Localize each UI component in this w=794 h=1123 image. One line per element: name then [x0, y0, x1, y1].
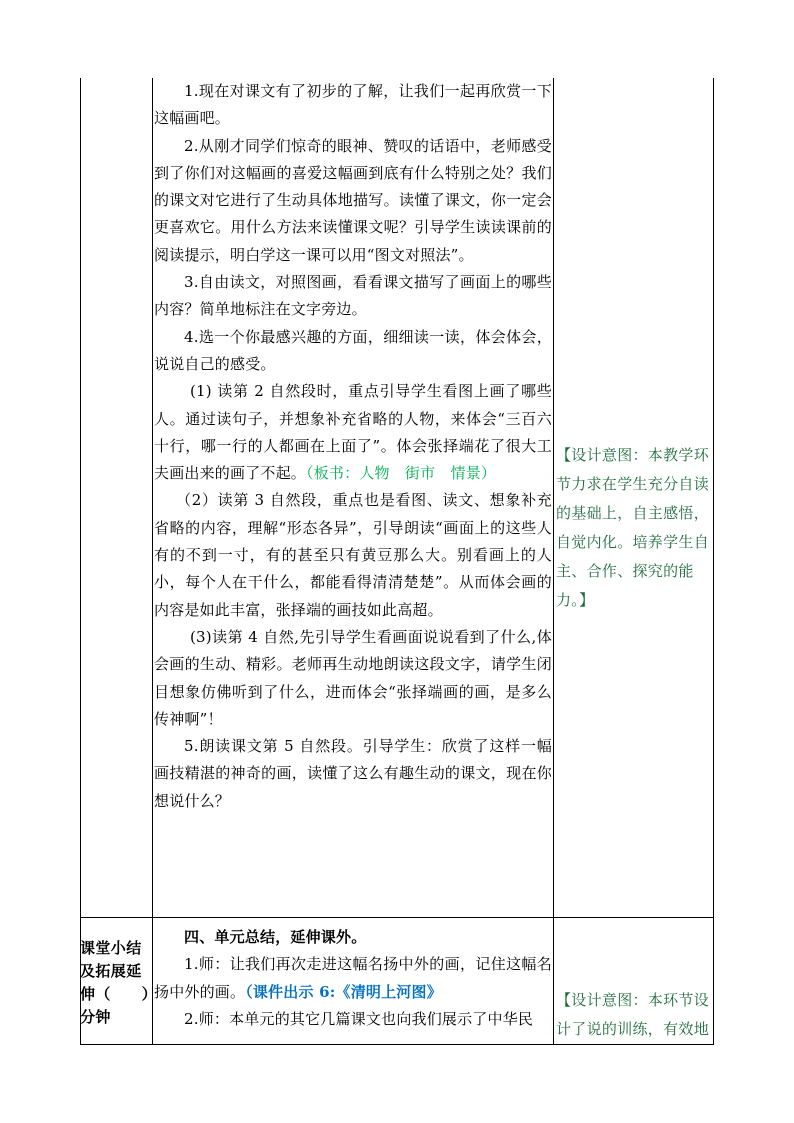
table-border-bottom [80, 1044, 714, 1045]
teaching-process-cell [154, 78, 552, 815]
paragraph-4-1: (1) 读第 2 自然段时，重点引导学生看图上画了哪些人。通过读句子，并想象补充省略的人物，来体会“三百六十行，哪一行的人都画在上面了”。体会张择端花了很大工夫画出来的画了不起。（板书：人物 街市 情景） [154, 382, 552, 483]
table-border-col2 [553, 78, 554, 1044]
design-intent-note-2: 【设计意图：本环节设计了说的训练，有效地 [556, 991, 710, 1038]
paragraph-5: 5.朗读课文第 5 自然段。引导学生：欣赏了这样一幅画技精湛的神奇的画，读懂了这么有趣生动的课文，现在你想说什么？ [154, 737, 552, 810]
paragraph-4-2: （2）读第 3 自然段，重点也是看图、读文、想象补充省略的内容，理解“形态各异”，引导朗读“画面上的这些人有的不到一寸，有的甚至只有黄豆那么大。别看画上的人小，每个人在干什么，都能看得清清楚楚”。从而体会画的内容是如此丰富，张择端的画技如此高超。 [154, 491, 552, 619]
section-4-paragraph-1: 1.师：让我们再次走进这幅名扬中外的画，记住这幅名扬中外的画。（课件出示 6:《清明上河图》 [154, 955, 552, 1001]
table-border-left [80, 78, 81, 1044]
table-row-divider [80, 917, 714, 918]
section-label: 课堂小结及拓展延伸（ ）分钟 [80, 939, 150, 1026]
paragraph-2: 2.从刚才同学们惊奇的眼神、赞叹的话语中，老师感受到了你们对这幅画的喜爱这幅画到底有什么特别之处？我们的课文对它进行了生动具体地描写。读懂了课文，你一定会更喜欢它。用什么方法来读懂课文呢？引导学生读读课前的阅读提示，明白学这一课可以用“图文对照法”。 [154, 136, 552, 264]
paragraph-1: 1.现在对课文有了初步的了解，让我们一起再欣赏一下这幅画吧。 [154, 82, 552, 128]
section-label-cell [80, 937, 152, 1029]
section-4-heading: 四、单元总结，延伸课外。 [184, 928, 367, 946]
paragraph-4-3: (3)读第 4 自然,先引导学生看画面说说看到了什么,体会画的生动、精彩。老师再生动地朗读这段文字，请学生闭目想象仿佛听到了什么，进而体会“张择端画的画，是多么传神啊”！ [154, 627, 552, 728]
summary-cell [154, 924, 552, 1033]
courseware-note: （课件出示 6:《清明上河图》 [245, 982, 442, 1001]
board-writing-note: （板书：人物 街市 情景） [306, 464, 497, 483]
table-border-col1 [152, 78, 153, 1044]
paragraph-3: 3.自由读文，对照图画，看看课文描写了画面上的哪些内容？简单地标注在文字旁边。 [154, 273, 552, 319]
paragraph-4: 4.选一个你最感兴趣的方面，细细读一读，体会体会，说说自己的感受。 [154, 327, 552, 373]
design-intent-note-1: 【设计意图：本教学环节力求在学生充分自读的基础上，自主感悟，自觉内化。培养学生自主、合作、探究的能力。】 [556, 446, 710, 609]
section-4-paragraph-2: 2.师：本单元的其它几篇课文也向我们展示了中华民 [184, 1009, 534, 1028]
